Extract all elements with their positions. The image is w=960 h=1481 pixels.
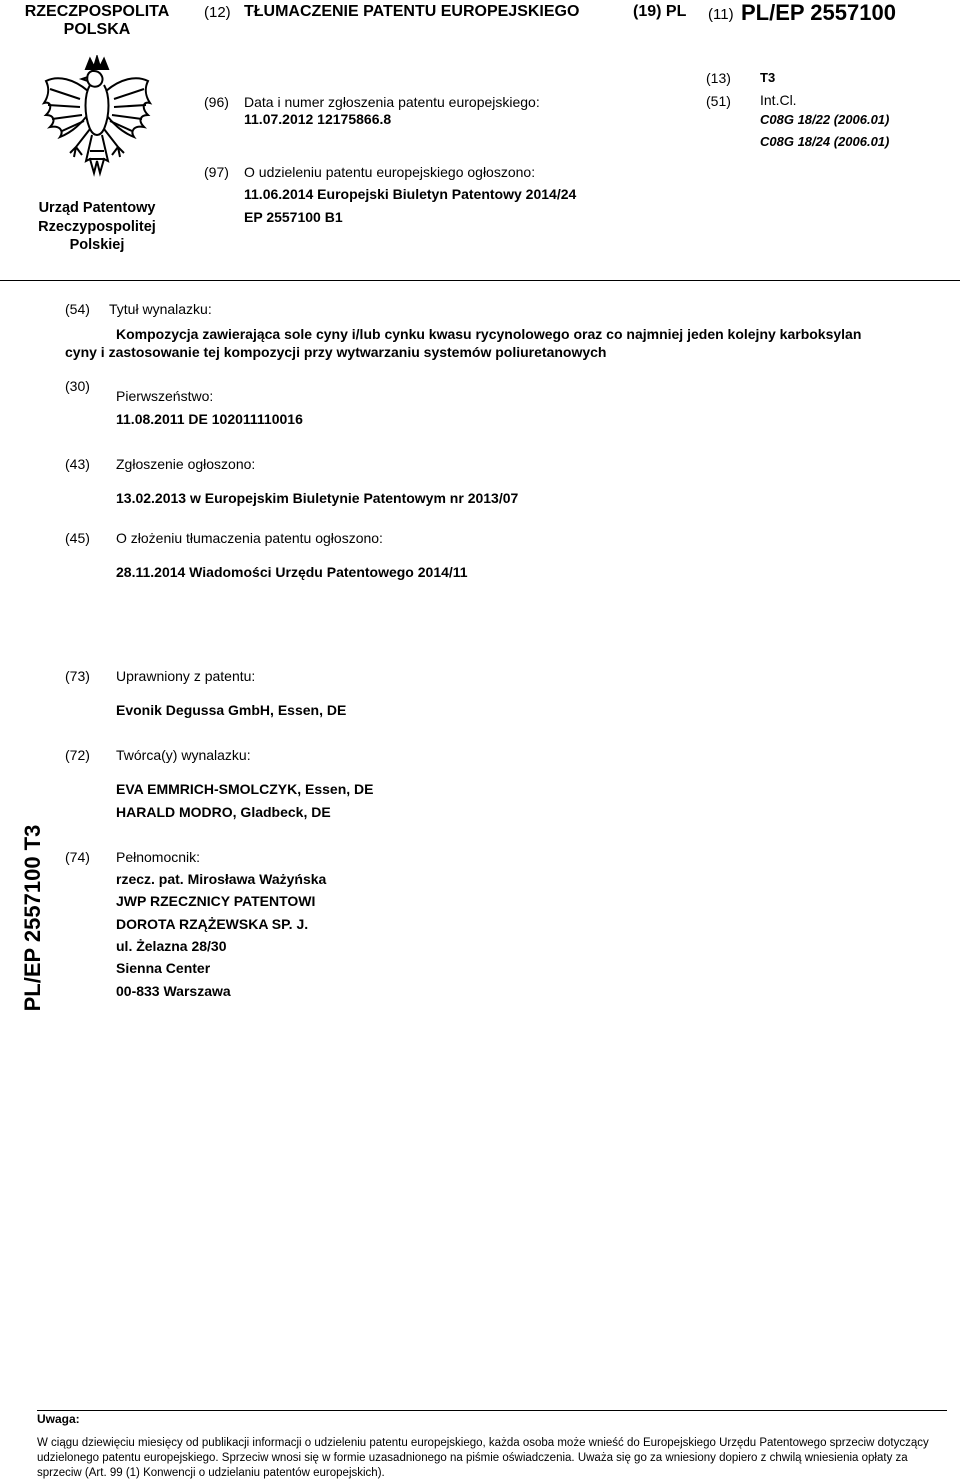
title-line-1: Kompozycja zawierająca sole cyny i/lub cynku kwasu rycynolowego oraz co najmniej jeden kolejny karboksylan [116,326,862,342]
doc-type: TŁUMACZENIE PATENTU EUROPEJSKIEGO [244,3,580,20]
polish-eagle-emblem [40,55,154,183]
pub-code: (11) [708,6,734,23]
grant-label: O udzieleniu patentu europejskiego ogłoszono: [244,164,536,180]
proprietor-label: Uprawniony z patentu: [116,668,256,684]
country-line-2: POLSKA [63,21,131,38]
attorney-line: rzecz. pat. Mirosława Ważyńska [116,871,327,887]
attorney-line: ul. Żelazna 28/30 [116,938,227,954]
kind-value: T3 [760,70,776,85]
country-name [22,3,172,39]
country-code: (19) PL [633,3,687,20]
kind-code: (13) [706,70,731,86]
inventor-name: HARALD MODRO, Gladbeck, DE [116,804,331,820]
proprietor-value: Evonik Degussa GmbH, Essen, DE [116,702,347,718]
attorney-code: (74) [65,849,90,865]
published-label: Zgłoszenie ogłoszono: [116,456,256,472]
office-line-2: Rzeczypospolitej [38,218,156,235]
attorney-line: DOROTA RZĄŻEWSKA SP. J. [116,916,309,932]
grant-code: (97) [204,164,229,180]
note-text [37,1436,949,1481]
classification-item: C08G 18/22 (2006.01) [760,112,890,127]
inventors-label: Twórca(y) wynalazku: [116,747,251,763]
eagle-icon [40,55,154,183]
note-line-2: udzielonego patentu europejskiego. Sprzeciw wnosi się w formie uzasadnionego na piśmie oświadczenia. Uważa się go za wniesiony dopiero z chwilą wniesienia opłaty za [37,1452,908,1464]
grant-value: 11.06.2014 Europejski Biuletyn Patentowy 2014/24 [244,186,577,202]
note-line-3: sprzeciw (Art. 99 (1) Konwencji o udzielaniu patentów europejskich). [37,1467,385,1479]
attorney-label: Pełnomocnik: [116,849,201,865]
footer-divider [37,1410,947,1411]
ep-number: EP 2557100 B1 [244,209,343,225]
note-label: Uwaga: [37,1412,80,1426]
office-name [22,199,172,255]
pub-number: PL/EP 2557100 [741,0,896,25]
priority-value: 11.08.2011 DE 102011110016 [116,411,303,427]
country-line-1: RZECZPOSPOLITA [24,3,170,20]
doc-code: (12) [204,4,231,21]
attorney-line: Sienna Center [116,960,211,976]
published-value: 13.02.2013 w Europejskim Biuletynie Patentowym nr 2013/07 [116,490,519,506]
priority-code: (30) [65,378,90,394]
application-value: 11.07.2012 12175866.8 [244,111,392,127]
title-code: (54) [65,301,90,317]
translation-label: O złożeniu tłumaczenia patentu ogłoszono: [116,530,383,546]
classification-label: Int.Cl. [760,92,797,108]
proprietor-code: (73) [65,668,90,684]
note-line-1: W ciągu dziewięciu miesięcy od publikacji informacji o udzieleniu patentu europejskiego, każda osoba może wnieść do Europejskiego Urzędu Patentowego sprzeciw dotyczący [37,1437,929,1449]
classification-code: (51) [706,93,731,109]
attorney-line: JWP RZECZNICY PATENTOWI [116,893,316,909]
office-line-1: Urząd Patentowy [38,200,156,216]
published-code: (43) [65,456,90,472]
inventor-name: EVA EMMRICH-SMOLCZYK, Essen, DE [116,781,374,797]
application-code: (96) [204,94,229,110]
office-line-3: Polskiej [69,237,125,253]
inventors-code: (72) [65,747,90,763]
side-label: PL/EP 2557100 T3 [20,824,45,1012]
header-divider [0,280,960,281]
translation-value: 28.11.2014 Wiadomości Urzędu Patentowego 2014/11 [116,564,468,580]
title-label: Tytuł wynalazku: [109,301,212,317]
title-line-2: cyny i zastosowanie tej kompozycji przy wytwarzaniu systemów poliuretanowych [65,344,607,360]
application-label: Data i numer zgłoszenia patentu europejskiego: [244,94,540,110]
attorney-line: 00-833 Warszawa [116,983,231,999]
translation-code: (45) [65,530,90,546]
classification-item: C08G 18/24 (2006.01) [760,134,890,149]
priority-label: Pierwszeństwo: [116,388,214,404]
